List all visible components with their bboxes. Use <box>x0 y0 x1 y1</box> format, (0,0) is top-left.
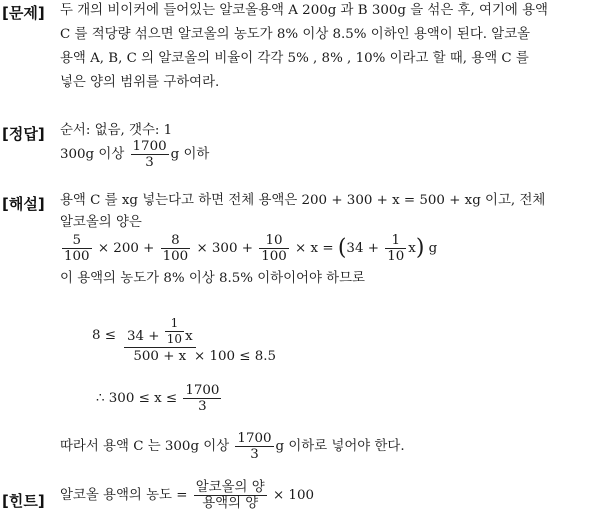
hint-label: [힌트] <box>2 492 45 510</box>
solution-label: [해설] <box>2 195 45 213</box>
solution-line-1: 용액 C 를 xg 넣는다고 하면 전체 용액은 200 + 300 + x = 500 + xg 이고, 전체 <box>60 193 546 208</box>
eq-frac-1: $\frac{5}{100}$ <box>64 233 90 264</box>
solution-equation: $\frac{5}{100}$ × 200 + $\frac{8}{100}$ × 300 + $\frac{10}{100}$ × x = (34 + $\frac{1}{10}$ x) g <box>64 233 438 264</box>
ineq1-right: × 100 ≤ 8.5 <box>194 349 277 364</box>
answer-line-1: 순서: 없음, 갯수: 1 <box>60 123 173 138</box>
problem-line-3: 용액 A, B, C 의 알코올의 비율이 각각 5% , 8% , 10% 이라고 할 때, 용액 C 를 <box>60 51 529 66</box>
answer-post: g 이하 <box>170 147 210 162</box>
answer-fraction: $\frac{1700}{3}$ <box>132 139 167 170</box>
ineq1-fraction: 34 + $\frac{1}{10}$ x 500 + x <box>124 326 196 366</box>
eq-frac-3: $\frac{10}{100}$ <box>261 233 287 264</box>
hint-line: 알코올 용액의 농도 = $\frac{\text{알코올의 양}}{\text{용액의 양}}$ × 100 <box>60 480 314 511</box>
ineq2: ∴ 300 ≤ x ≤ $\frac{1700}{3}$ <box>96 383 220 414</box>
answer-label: [정답] <box>2 125 45 143</box>
problem-line-2: C 를 적당량 섞으면 알코올의 농도가 8% 이상 8.5% 이하인 용액이 된다. 알코올 <box>60 27 531 42</box>
answer-line-2 <box>60 139 209 170</box>
ineq1-left: 8 ≤ <box>92 328 116 343</box>
problem-line-4: 넣은 양의 범위를 구하여라. <box>60 75 220 90</box>
eq-frac-2: $\frac{8}{100}$ <box>162 233 189 264</box>
problem-line-1: 두 개의 비이커에 들어있는 알코올용액 A 200g 과 B 300g 을 섞은 후, 여기에 용액 <box>60 3 548 18</box>
problem-label: [문제] <box>2 4 45 22</box>
eq-frac-4: $\frac{1}{10}$ <box>387 233 405 264</box>
solution-line-3: 이 용액의 농도가 8% 이상 8.5% 이하이어야 하므로 <box>60 271 365 286</box>
answer-pre: 300g 이상 <box>60 147 125 162</box>
solution-conclusion: 따라서 용액 C 는 300g 이상 $\frac{1700}{3}$ g 이하로 넣어야 한다. <box>60 431 405 462</box>
solution-line-2: 알코올의 양은 <box>60 215 142 230</box>
